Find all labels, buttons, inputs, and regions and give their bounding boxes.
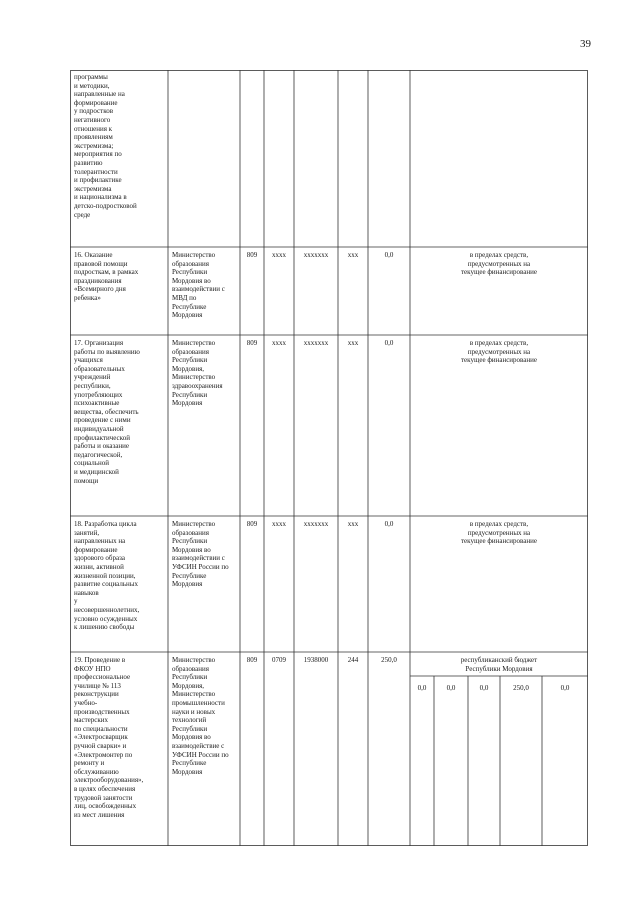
row-19-vr: 244: [347, 656, 359, 664]
row-19-rzpr: 0709: [272, 656, 286, 664]
row-19-csr: 1938000: [303, 656, 329, 664]
page-number: 39: [580, 38, 591, 50]
row-18-executor: Министерство образования Республики Мордовия во взаимодействии с УФСИН России по Республике Мордовия: [172, 520, 229, 589]
row-18-rzpr: xxxx: [272, 520, 286, 528]
row-17-activity: 17. Организация работы по выявлению учащихся образовательных учреждений республики, употребляющих психоактивные вещества, обеспечить проведение с ними индивидуальной профилактической работы и оказание педагогической, социальной и медицинской помощи: [74, 339, 140, 485]
row-19-year-2: 0,0: [446, 684, 456, 692]
row-18-csr: xxxxxxx: [303, 520, 329, 528]
row-18-vr: xxx: [347, 520, 359, 528]
row-16-total: 0,0: [384, 251, 394, 259]
row-19-executor: Министерство образования Республики Мордовия, Министерство промышленности науки и новых технологий Республики Мордовия во взаимодействие с УФСИН России по Республике Мордовия: [172, 656, 229, 776]
row-16-csr: xxxxxxx: [303, 251, 329, 259]
row-19-financing-source: республиканский бюджет Республики Мордовия: [460, 656, 538, 673]
row-19-year-5: 0,0: [560, 684, 570, 692]
row-16-activity: 16. Оказание правовой помощи подросткам, в рамках праздникования «Всемирного дня ребенка»: [74, 251, 139, 302]
row-16-grbs: 809: [246, 251, 258, 259]
row-17-executor: Министерство образования Республики Мордовия, Министерство здравоохранения Республики Мордовия: [172, 339, 223, 408]
row-19-activity: 19. Проведение в ФКОУ НПО профессиональное училище № 113 реконструкции учебно- производственных мастерских по специальности «Электросварщик ручной сварки» и «Электромонтер по ремонту и обслуживанию электрооборудования», в целях обеспечения трудовой занятости лиц, освобожденных из мест лишения: [74, 656, 144, 819]
row-17-grbs: 809: [246, 339, 258, 347]
row-18-total: 0,0: [384, 520, 394, 528]
row-17-rzpr: xxxx: [272, 339, 286, 347]
continuation-activity: программы и методики, направленные на формирование у подростков негативного отношения к проявлениям экстремизма; мероприятия по развитию толерантности и профилактике экстремизма и национализма в детско-подростковой среде: [74, 73, 137, 219]
row-16-executor: Министерство образования Республики Мордовия во взаимодействии с МВД по Республике Мордовия: [172, 251, 225, 320]
row-18-activity: 18. Разработка цикла занятий, направленных на формирование здорового образа жизни, активной жизненной позиции, развитие социальных навыков у несовершеннолетних, условно осужденных к лишению свободы: [74, 520, 140, 632]
financing-table: [70, 70, 588, 846]
row-19-year-4: 250,0: [513, 684, 529, 692]
row-19-year-3: 0,0: [479, 684, 489, 692]
row-19-total: 250,0: [381, 656, 397, 664]
row-16-financing-note: в пределах средств, предусмотренных на текущее финансирование: [461, 251, 537, 277]
row-17-vr: xxx: [347, 339, 359, 347]
row-19-year-1: 0,0: [417, 684, 427, 692]
row-16-vr: xxx: [347, 251, 359, 259]
row-19-grbs: 809: [246, 656, 258, 664]
row-18-grbs: 809: [246, 520, 258, 528]
row-17-total: 0,0: [384, 339, 394, 347]
row-16-rzpr: xxxx: [272, 251, 286, 259]
row-17-csr: xxxxxxx: [303, 339, 329, 347]
row-18-financing-note: в пределах средств, предусмотренных на текущее финансирование: [461, 520, 537, 546]
row-17-financing-note: в пределах средств, предусмотренных на текущее финансирование: [461, 339, 537, 365]
